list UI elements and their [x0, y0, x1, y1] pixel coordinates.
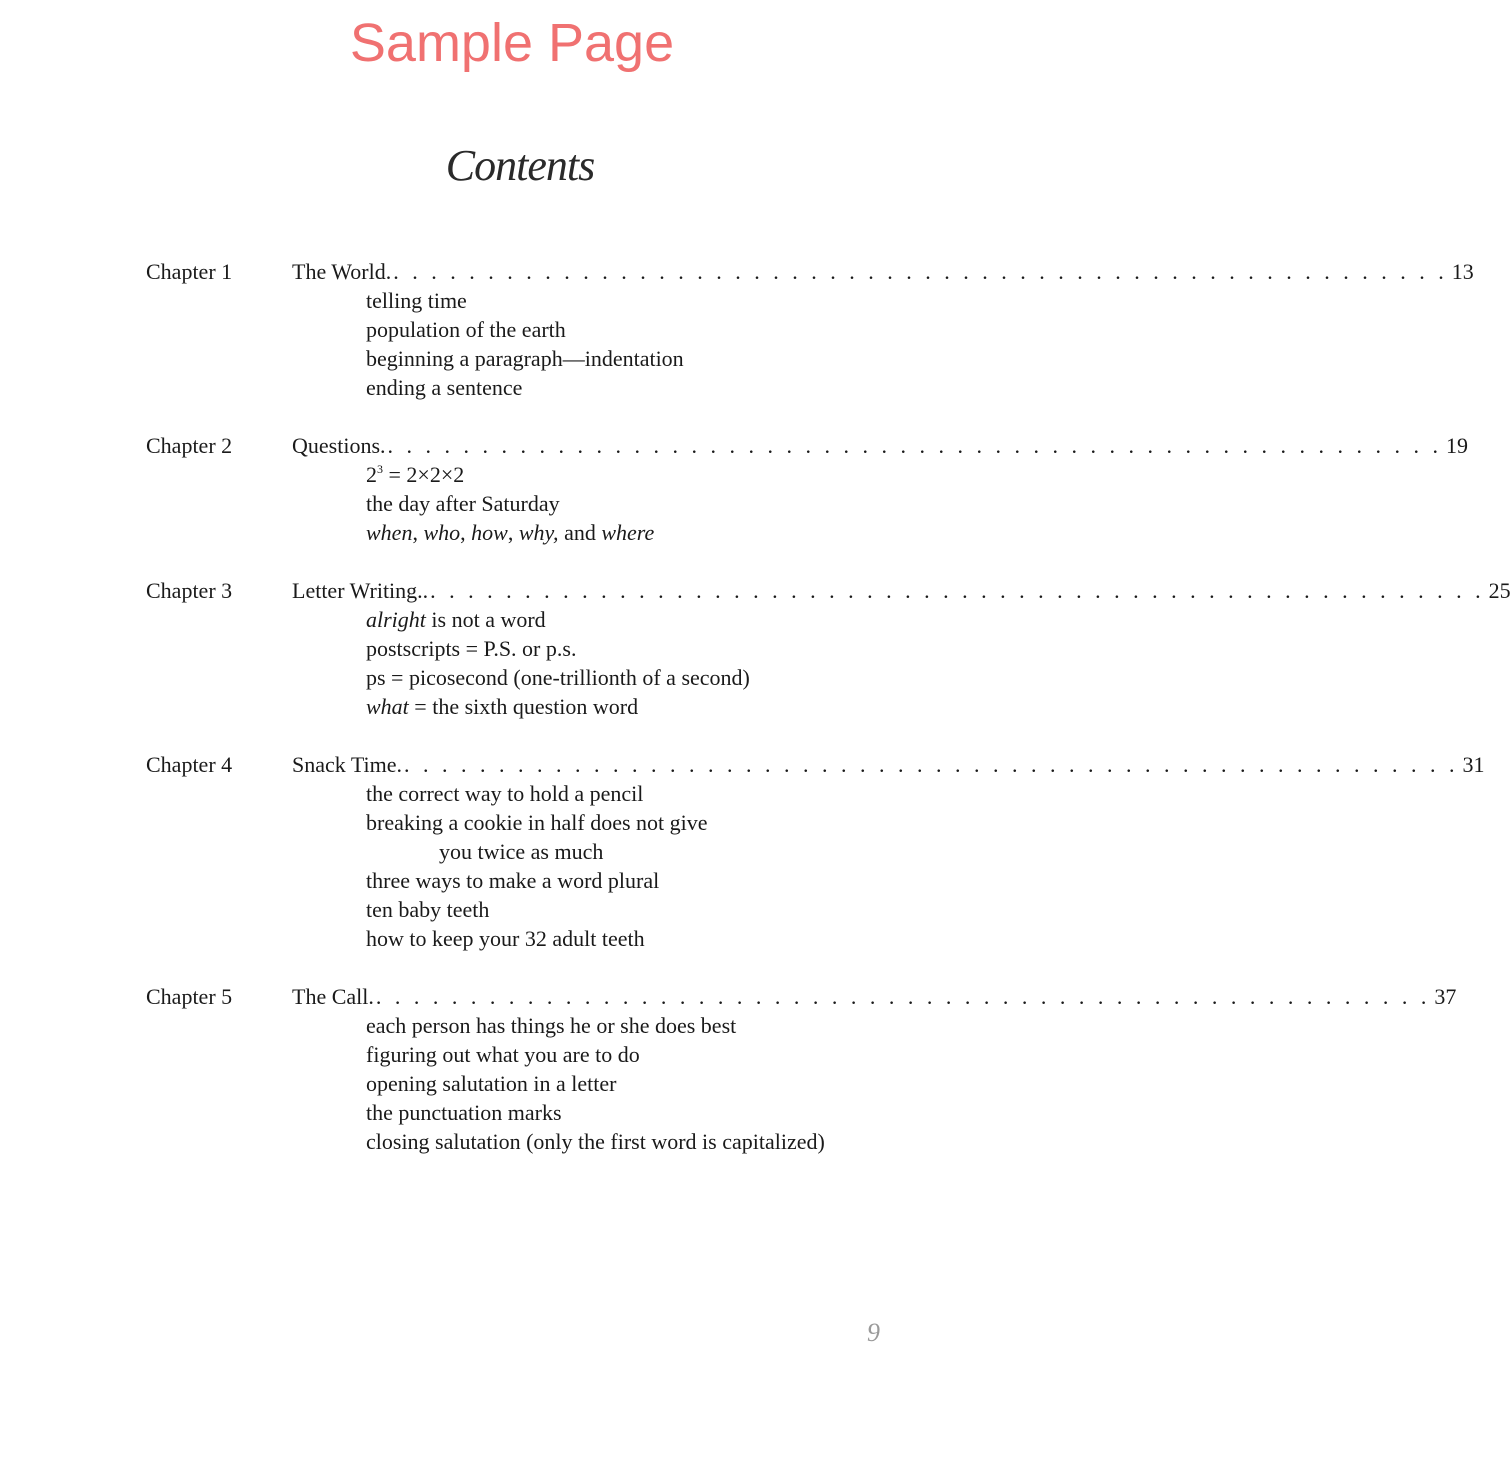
dot-leader: . . . . . . . . . . . . . . . . . . . . . . . . . . . . . . . . . . . . . . . . . . . . . . . . . . . . . . . .	[393, 259, 1448, 284]
chapter-3-row[interactable]	[146, 576, 1511, 605]
chapter-4-entry	[146, 750, 1485, 953]
chapter-page-number: 25	[1488, 578, 1511, 603]
topic-italic: what	[366, 694, 409, 719]
chapter-5-row[interactable]	[146, 982, 1457, 1011]
question-word: why,	[518, 520, 559, 545]
separator: ,	[507, 520, 519, 545]
dot-leader: . . . . . . . . . . . . . . . . . . . . . . . . . . . . . . . . . . . . . . . . . . . . . . . . . . . . . . . .	[375, 984, 1431, 1009]
dot-leader: . . . . . . . . . . . . . . . . . . . . . . . . . . . . . . . . . . . . . . . . . . . . . . . . . . . . . . . .	[404, 752, 1459, 777]
chapter-label: Chapter 3	[146, 578, 233, 603]
chapter-2-row[interactable]	[146, 431, 1468, 460]
table-of-contents	[146, 257, 1511, 1185]
topic-item	[146, 518, 886, 547]
topic-item-continuation: you twice as much	[439, 839, 604, 864]
chapter-label: Chapter 1	[146, 259, 233, 284]
chapter-2-entry	[146, 431, 1468, 547]
chapter-title: Letter Writing..	[292, 578, 429, 603]
topic-item	[146, 460, 886, 489]
topic-item: the day after Saturday	[366, 491, 560, 516]
chapter-page-number: 37	[1434, 984, 1457, 1009]
question-word: how	[471, 520, 508, 545]
topic-item: three ways to make a word plural	[366, 868, 660, 893]
chapter-page-number: 13	[1451, 259, 1474, 284]
topic-item: the punctuation marks	[366, 1100, 562, 1125]
topic-rest: is not a word	[425, 607, 546, 632]
topic-item: closing salutation (only the first word is capitalized)	[366, 1129, 825, 1154]
separator: and	[558, 520, 602, 545]
chapter-page-number: 19	[1446, 433, 1468, 458]
topic-item: ending a sentence	[366, 375, 523, 400]
topic-item: postscripts = P.S. or p.s.	[366, 636, 577, 661]
topic-item	[146, 605, 886, 634]
dot-leader: . . . . . . . . . . . . . . . . . . . . . . . . . . . . . . . . . . . . . . . . . . . . . . . . . . . . . . . .	[387, 433, 1442, 458]
chapter-5-entry	[146, 982, 1457, 1156]
topic-item: each person has things he or she does best	[366, 1013, 737, 1038]
topic-item: the correct way to hold a pencil	[366, 781, 644, 806]
topic-item: ten baby teeth	[366, 897, 490, 922]
chapter-title: Snack Time.	[292, 752, 403, 777]
chapter-title: Questions.	[292, 433, 386, 458]
separator: ,	[412, 520, 424, 545]
topic-item	[146, 692, 886, 721]
topic-base: 2	[366, 462, 377, 487]
topic-rest: = the sixth question word	[408, 694, 639, 719]
topic-superscript: 3	[377, 462, 383, 476]
chapter-1-entry	[146, 257, 1474, 402]
question-word: where	[601, 520, 655, 545]
chapter-page-number: 31	[1462, 752, 1485, 777]
chapter-1-row[interactable]	[146, 257, 1474, 286]
topic-item: population of the earth	[366, 317, 566, 342]
topic-item: beginning a paragraph—indentation	[366, 346, 684, 371]
chapter-title: The Call.	[292, 984, 374, 1009]
topic-rest: = 2×2×2	[383, 462, 465, 487]
topic-item: telling time	[366, 288, 467, 313]
separator: ,	[460, 520, 472, 545]
topic-item: opening salutation in a letter	[366, 1071, 617, 1096]
chapter-label: Chapter 4	[146, 752, 233, 777]
chapter-label: Chapter 5	[146, 984, 233, 1009]
chapter-label: Chapter 2	[146, 433, 233, 458]
sample-page-watermark: Sample Page	[349, 13, 675, 73]
topic-item: how to keep your 32 adult teeth	[366, 926, 645, 951]
topic-item: breaking a cookie in half does not give	[366, 810, 708, 835]
chapter-3-entry	[146, 576, 1511, 721]
page-number: 9	[867, 1318, 880, 1347]
chapter-4-row[interactable]	[146, 750, 1485, 779]
dot-leader: . . . . . . . . . . . . . . . . . . . . . . . . . . . . . . . . . . . . . . . . . . . . . . . . . . . . . . . .	[430, 578, 1485, 603]
question-word: who	[423, 520, 461, 545]
question-word: when	[366, 520, 413, 545]
topic-italic: alright	[366, 607, 426, 632]
contents-heading: Contents	[445, 141, 595, 190]
chapter-title: The World.	[292, 259, 392, 284]
topic-item: figuring out what you are to do	[366, 1042, 640, 1067]
topic-item: ps = picosecond (one-trillionth of a second)	[366, 665, 750, 690]
